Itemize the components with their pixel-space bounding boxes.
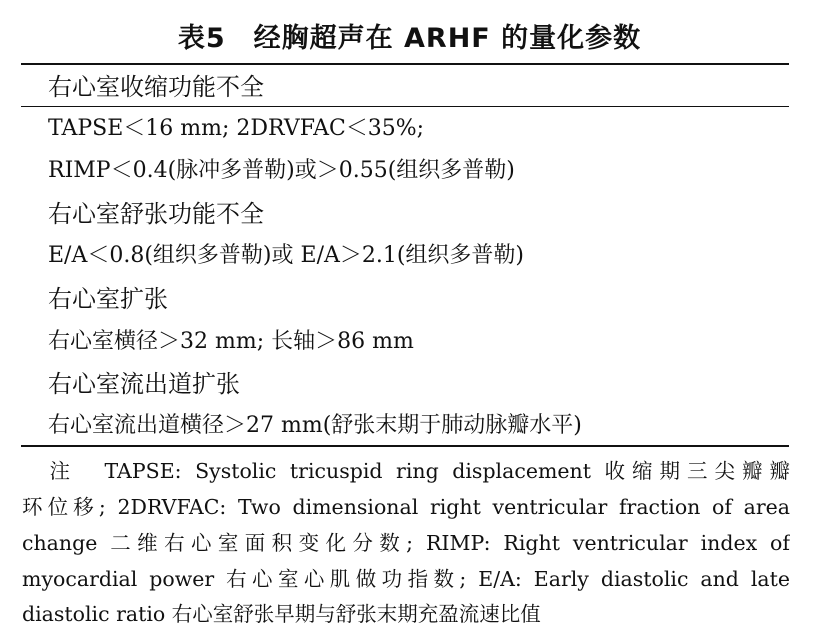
row-rv-systolic-dysfunction: 右心室收缩功能不全: [48, 73, 264, 101]
table-bottom-rule: [21, 445, 789, 447]
row-rv-dilation: 右心室扩张: [48, 285, 168, 313]
row-rvot-dilation: 右心室流出道扩张: [48, 370, 240, 398]
row-rvot-diameter: 右心室流出道横径＞27 mm(舒张末期于肺动脉瓣水平): [48, 413, 582, 438]
table-header-rule: [21, 106, 789, 107]
row-rv-diameter: 右心室横径＞32 mm; 长轴＞86 mm: [48, 329, 414, 354]
table-note-line: 环位移; 2DRVFAC: Two dimensional right ventricular fraction of area: [22, 495, 790, 519]
row-rimp: RIMP＜0.4(脉冲多普勒)或＞0.55(组织多普勒): [48, 158, 515, 183]
table-note-line: diastolic ratio 右心室舒张早期与舒张末期充盈流速比值: [22, 602, 541, 626]
row-rv-diastolic-dysfunction: 右心室舒张功能不全: [48, 200, 264, 228]
row-ea-ratio: E/A＜0.8(组织多普勒)或 E/A＞2.1(组织多普勒): [48, 243, 525, 268]
table-note-line: change 二维右心室面积变化分数; RIMP: Right ventricular index of: [22, 531, 790, 555]
table-title: 表5 经胸超声在 ARHF 的量化参数: [177, 23, 642, 54]
table-top-rule: [21, 63, 789, 65]
row-tapse-2drvfac: TAPSE＜16 mm; 2DRVFAC＜35%;: [48, 116, 425, 141]
table-note-line: 注 TAPSE: Systolic tricuspid ring displacement 收缩期三尖瓣瓣: [22, 459, 790, 483]
table-note-line: myocardial power 右心室心肌做功指数; E/A: Early diastolic and late: [22, 567, 790, 591]
